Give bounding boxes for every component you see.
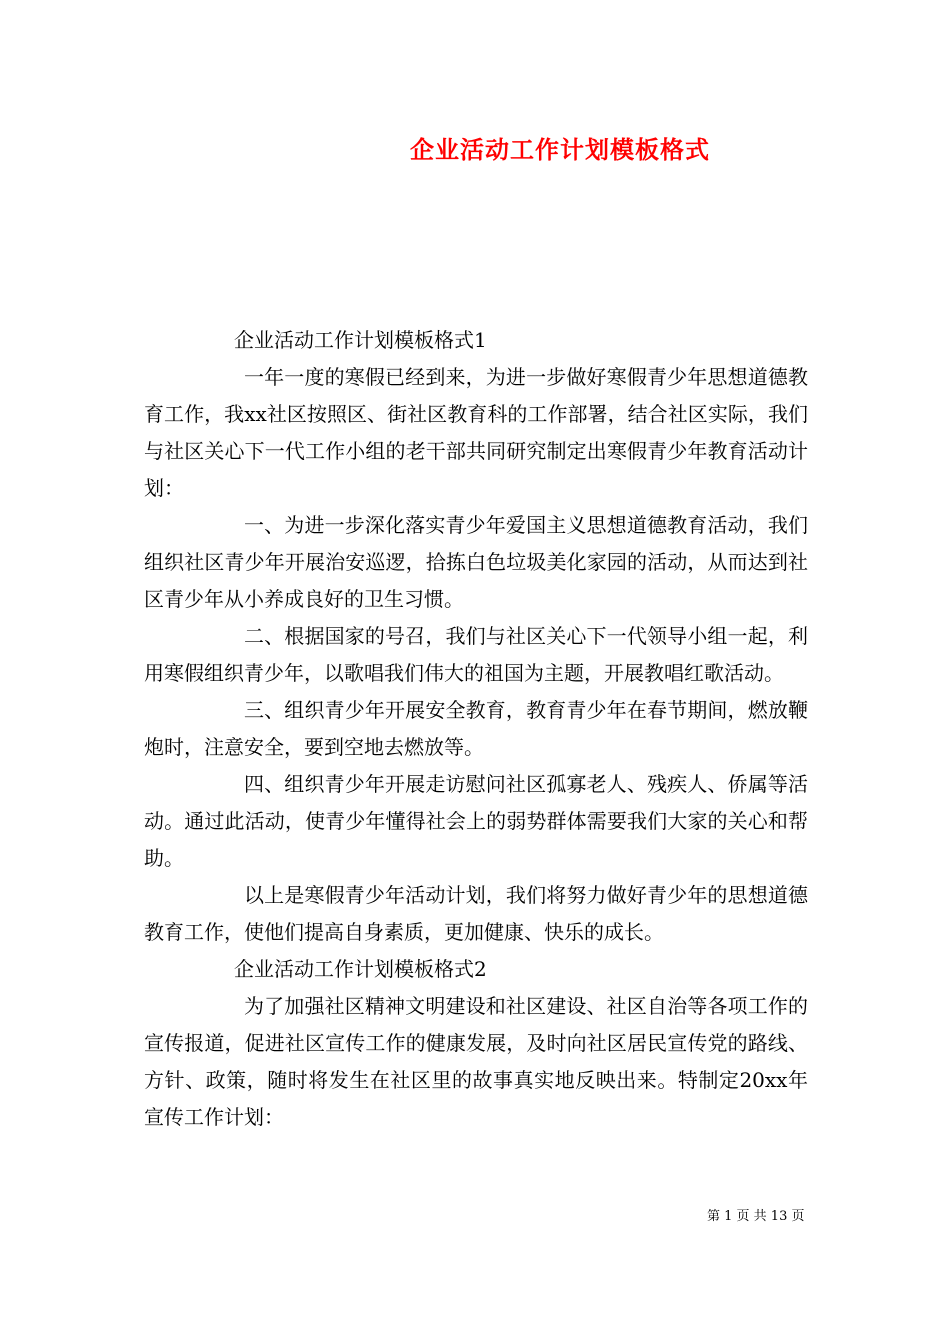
paragraph: 四、组织青少年开展走访慰问社区孤寡老人、残疾人、侨属等活动。通过此活动，使青少年懂得社会上的弱势群体需要我们大家的关心和帮助。 — [144, 772, 808, 870]
paragraph: 为了加强社区精神文明建设和社区建设、社区自治等各项工作的宣传报道，促进社区宣传工作的健康发展，及时向社区居民宣传党的路线、方针、政策，随时将发生在社区里的故事真实地反映出来。特制定20xx年宣传工作计划： — [144, 994, 808, 1129]
paragraph: 二、根据国家的号召，我们与社区关心下一代领导小组一起，利用寒假组织青少年，以歌唱我们伟大的祖国为主题，开展教唱红歌活动。 — [144, 624, 808, 685]
paragraph: 以上是寒假青少年活动计划，我们将努力做好青少年的思想道德教育工作，使他们提高自身素质，更加健康、快乐的成长。 — [144, 883, 808, 944]
document-body — [144, 322, 808, 1136]
section-heading: 企业活动工作计划模板格式2 — [234, 957, 487, 981]
page-footer: 第 1 页 共 13 页 — [707, 1209, 805, 1224]
paragraph: 三、组织青少年开展安全教育，教育青少年在春节期间，燃放鞭炮时，注意安全，要到空地去燃放等。 — [144, 698, 808, 759]
paragraph: 一年一度的寒假已经到来，为进一步做好寒假青少年思想道德教育工作，我xx社区按照区、街社区教育科的工作部署，结合社区实际，我们与社区关心下一代工作小组的老干部共同研究制定出寒假青少年教育活动计划： — [144, 365, 808, 500]
paragraph: 一、为进一步深化落实青少年爱国主义思想道德教育活动，我们组织社区青少年开展治安巡逻，拾拣白色垃圾美化家园的活动，从而达到社区青少年从小养成良好的卫生习惯。 — [144, 513, 808, 611]
document-title: 企业活动工作计划模板格式 — [410, 135, 710, 164]
section-heading: 企业活动工作计划模板格式1 — [234, 328, 487, 352]
